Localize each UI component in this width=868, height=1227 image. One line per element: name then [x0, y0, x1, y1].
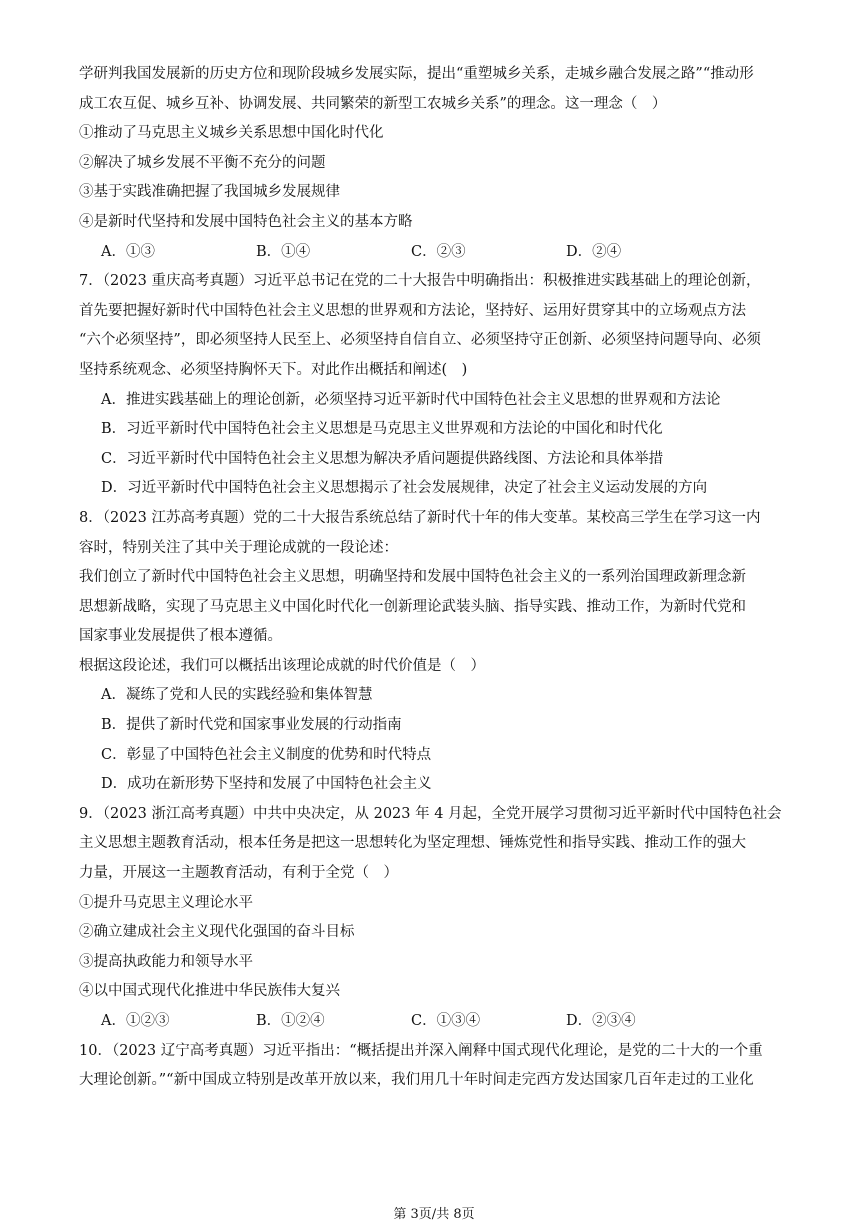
- q7-option-b: B．习近平新时代中国特色社会主义思想是马克思主义世界观和方法论的中国化和时代化: [101, 421, 663, 438]
- q10-stem-line: 10．（2023 辽宁高考真题）习近平指出：“概括提出并深入阐释中国式现代化理论，是党的二十大的一个重: [79, 1042, 763, 1059]
- q8-quote-line: 我们创立了新时代中国特色社会主义思想，明确坚持和发展中国特色社会主义的一系列治国理政新理念新: [79, 569, 746, 586]
- q7-stem-line: 7．（2023 重庆高考真题）习近平总书记在党的二十大报告中明确指出：积极推进实践基础上的理论创新，: [79, 273, 761, 290]
- q8-option-a: A．凝练了党和人民的实践经验和集体智慧: [101, 687, 373, 704]
- q7-option-c: C．习近平新时代中国特色社会主义思想为解决矛盾问题提供路线图、方法论和具体举措: [101, 450, 664, 467]
- question-stem-line: 成工农互促、城乡互补、协调发展、共同繁荣的新型工农城乡关系”的理念。这一理念（ ）: [79, 95, 667, 112]
- q10-stem-line: 大理论创新。”“新中国成立特别是改革开放以来，我们用几十年时间走完西方发达国家几百年走过的工业化: [79, 1072, 754, 1089]
- q8-stem-line: 8．（2023 江苏高考真题）党的二十大报告系统总结了新时代十年的伟大变革。某校高三学生在学习这一内: [79, 509, 761, 526]
- option-a: A．①③: [101, 243, 155, 260]
- q8-quote-line: 国家事业发展提供了根本遵循。: [79, 628, 282, 645]
- q8-option-d: D．成功在新形势下坚持和发展了中国特色社会主义: [101, 776, 432, 793]
- q8-stem-line: 容时，特别关注了其中关于理论成就的一段论述：: [79, 539, 398, 556]
- question-stem-line: 学研判我国发展新的历史方位和现阶段城乡发展实际，提出“重塑城乡关系，走城乡融合发展之路”“推动形: [79, 66, 754, 82]
- statement-3: ③基于实践准确把握了我国城乡发展规律: [79, 184, 340, 201]
- q9-option-b: B．①②④: [256, 1013, 325, 1029]
- answer-options-row: [79, 238, 791, 268]
- option-c: C．②③: [411, 243, 466, 260]
- q9-statement-3: ③提高执政能力和领导水平: [79, 953, 253, 970]
- page-number-footer: 第 3页/共 8页: [393, 1207, 475, 1222]
- q7-stem-line: “六个必须坚持”，即必须坚持人民至上、必须坚持自信自立、必须坚持守正创新、必须坚持问题导向、必须: [79, 332, 761, 349]
- q9-stem-line: 主义思想主题教育活动，根本任务是把这一思想转化为坚定理想、锤炼党性和指导实践、推动工作的强大: [79, 835, 746, 852]
- q8-prompt-line: 根据这段论述，我们可以概括出该理论成就的时代价值是（ ）: [79, 657, 485, 674]
- q9-option-c: C．①③④: [411, 1013, 481, 1029]
- q9-statement-1: ①提升马克思主义理论水平: [79, 894, 253, 911]
- q9-stem-line: 力量，开展这一主题教育活动，有利于全党（ ）: [79, 865, 398, 882]
- page-content: [79, 60, 791, 1096]
- q7-option-d: D．习近平新时代中国特色社会主义思想揭示了社会发展规律，决定了社会主义运动发展的方向: [101, 480, 708, 497]
- q9-answer-options-row: [79, 1007, 791, 1037]
- q8-option-b: B．提供了新时代党和国家事业发展的行动指南: [101, 717, 402, 734]
- statement-2: ②解决了城乡发展不平衡不充分的问题: [79, 154, 326, 171]
- option-d: D．②④: [566, 243, 622, 260]
- q9-statement-2: ②确立建成社会主义现代化强国的奋斗目标: [79, 924, 355, 941]
- q7-stem-line: 首先要把握好新时代中国特色社会主义思想的世界观和方法论，坚持好、运用好贯穿其中的立场观点方法: [79, 302, 746, 319]
- option-b: B．①④: [256, 243, 311, 260]
- statement-1: ①推动了马克思主义城乡关系思想中国化时代化: [79, 125, 384, 142]
- q8-quote-line: 思想新战略，实现了马克思主义中国化时代化一创新理论武装头脑、指导实践、推动工作，为新时代党和: [79, 598, 746, 615]
- q9-option-d: D．②③④: [566, 1013, 636, 1029]
- q9-option-a: A．①②③: [101, 1013, 170, 1029]
- q7-option-a: A．推进实践基础上的理论创新，必须坚持习近平新时代中国特色社会主义思想的世界观和方法论: [101, 391, 721, 408]
- q7-stem-line: 坚持系统观念、必须坚持胸怀天下。对此作出概括和阐述( ): [79, 361, 468, 378]
- q9-stem-line: 9．（2023 浙江高考真题）中共中央决定，从 2023 年 4 月起，全党开展学习贯彻习近平新时代中国特色社会: [79, 805, 782, 822]
- q9-statement-4: ④以中国式现代化推进中华民族伟大复兴: [79, 983, 340, 1000]
- q8-option-c: C．彰显了中国特色社会主义制度的优势和时代特点: [101, 746, 432, 763]
- statement-4: ④是新时代坚持和发展中国特色社会主义的基本方略: [79, 213, 413, 230]
